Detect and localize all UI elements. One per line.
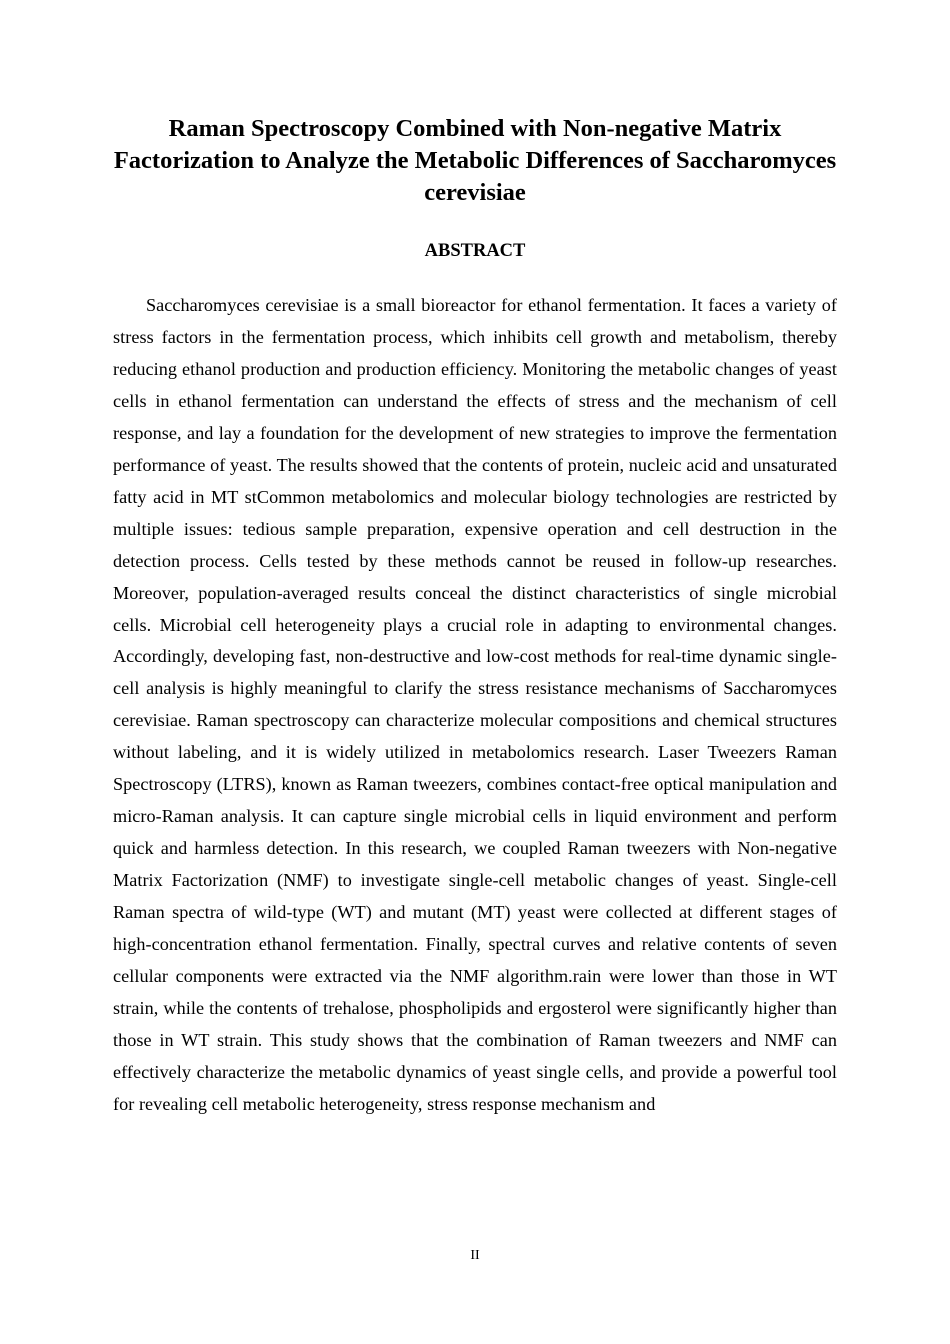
- abstract-heading: ABSTRACT: [424, 241, 526, 261]
- abstract-body: Saccharomyces cerevisiae is a small bioreactor for ethanol fermentation. It faces a variety of stress factors in the fermentation process, which inhibits cell growth and metabolism, thereby reducing ethanol production and production efficiency. Monitoring the metabolic changes of yeast cells in ethanol fermentation can understand the effects of stress and the mechanism of cell response, and lay a foundation for the development of new strategies to improve the fermentation performance of yeast. The results showed that the contents of protein, nucleic acid and unsaturated fatty acid in MT stCommon metabolomics and molecular biology technologies are restricted by multiple issues: tedious sample preparation, expensive operation and cell destruction in the detection process. Cells tested by these methods cannot be reused in follow-up researches. Moreover, population-averaged results conceal the distinct characteristics of single microbial cells. Microbial cell heterogeneity plays a crucial role in adapting to environmental changes. Accordingly, developing fast, non-destructive and low-cost methods for real-time dynamic single-cell analysis is highly meaningful to clarify the stress resistance mechanisms of Saccharomyces cerevisiae. Raman spectroscopy can characterize molecular compositions and chemical structures without labeling, and it is widely utilized in metabolomics research. Laser Tweezers Raman Spectroscopy (LTRS), known as Raman tweezers, combines contact-free optical manipulation and micro-Raman analysis. It can capture single microbial cells in liquid environment and perform quick and harmless detection. In this research, we coupled Raman tweezers with Non-negative Matrix Factorization (NMF) to investigate single-cell metabolic changes of yeast. Single-cell Raman spectra of wild-type (WT) and mutant (MT) yeast were collected at different stages of high-concentration ethanol fermentation. Finally, spectral curves and relative contents of seven cellular components were extracted via the NMF algorithm.rain were lower than those in WT strain, while the contents of trehalose, phospholipids and ergosterol were significantly higher than those in WT strain. This study shows that the combination of Raman tweezers and NMF can effectively characterize the metabolic dynamics of yeast single cells, and provide a powerful tool for revealing cell metabolic heterogeneity, stress response mechanism and: [113, 295, 837, 1114]
- page-title: Raman Spectroscopy Combined with Non-negative Matrix Factorization to Analyze the Metabolic Differences of Saccharomyces cerevisiae: [113, 115, 837, 206]
- page-number: II: [470, 1248, 480, 1263]
